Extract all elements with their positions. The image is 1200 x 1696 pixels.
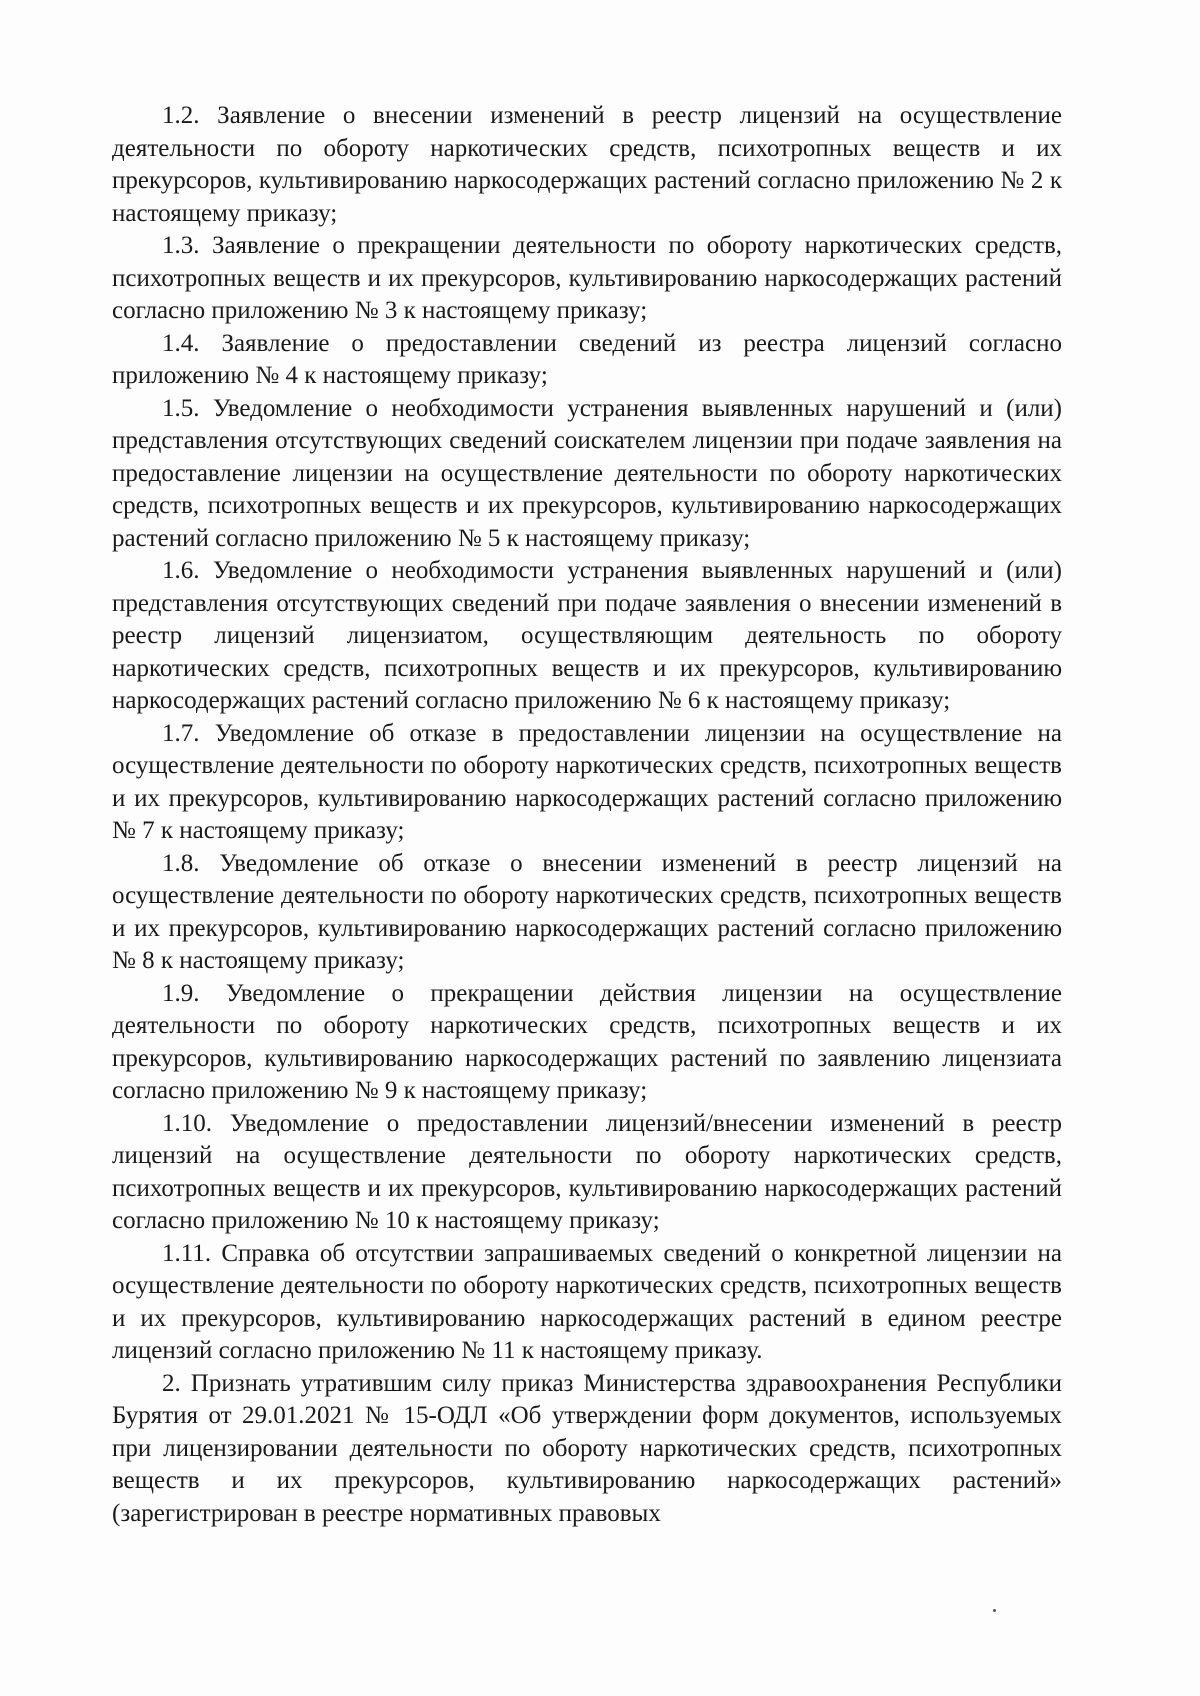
document-body: [112, 100, 1062, 1530]
paragraph-1-4: [112, 328, 1062, 393]
paragraph-1-9: [112, 978, 1062, 1108]
paragraph-text: Уведомление о необходимости устранения выявленных нарушений и (или) представления отсутствующих сведений соискателем лицензии при подаче заявления на предоставление лицензии на осуществление деятельности по обороту наркотических средств, психотропных веществ и их прекурсоров, культивированию наркосодержащих растений согласно приложению № 5 к настоящему приказу;: [112, 394, 1062, 552]
paragraph-1-3: [112, 230, 1062, 328]
paragraph-1-2: [112, 100, 1062, 230]
paragraph-number: 1.4.: [162, 329, 200, 357]
paragraph-text: Уведомление об отказе в предоставлении лицензии на осуществление на осуществление деятельности по обороту наркотических средств, психотропных веществ и их прекурсоров, культивированию наркосодержащих растений согласно приложению № 7 к настоящему приказу;: [112, 719, 1063, 844]
paragraph-1-10: [112, 1108, 1062, 1238]
paragraph-number: 1.6.: [162, 557, 200, 584]
paragraph-number: 1.2.: [162, 102, 200, 129]
paragraph-text: Уведомление о предоставлении лицензий/внесении изменений в реестр лицензий на осуществление деятельности по обороту наркотических средств, психотропных веществ и их прекурсоров, культивированию наркосодержащих растений согласно приложению № 10 к настоящему приказу;: [112, 1109, 1062, 1234]
paragraph-text: Заявление о внесении изменений в реестр лицензий на осуществление деятельности по обороту наркотических средств, психотропных веществ и их прекурсоров, культивированию наркосодержащих растений согласно приложению № 2 к настоящему приказу;: [112, 102, 1063, 227]
paragraph-text: Справка об отсутствии запрашиваемых сведений о конкретной лицензии на осуществление деятельности по обороту наркотических средств, психотропных веществ и их прекурсоров, культивированию наркосодержащих растений в едином реестре лицензий согласно приложению № 11 к настоящему приказу.: [112, 1239, 1062, 1364]
paragraph-1-7: [112, 718, 1062, 848]
paragraph-number: 1.7.: [162, 719, 200, 747]
paragraph-2: [112, 1368, 1062, 1531]
paragraph-number: 2.: [162, 1369, 181, 1397]
paragraph-text: Заявление о прекращении деятельности по обороту наркотических средств, психотропных веществ и их прекурсоров, культивированию наркосодержащих растений согласно приложению № 3 к настоящему приказу;: [112, 232, 1063, 324]
paragraph-1-5: [112, 393, 1062, 556]
paragraph-number: 1.5.: [162, 394, 200, 422]
paragraph-number: 1.8.: [162, 849, 200, 877]
paragraph-1-6: [112, 555, 1062, 718]
paragraph-text: Уведомление об отказе о внесении изменений в реестр лицензий на осуществление деятельности по обороту наркотических средств, психотропных веществ и их прекурсоров, культивированию наркосодержащих растений согласно приложению № 8 к настоящему приказу;: [112, 849, 1062, 974]
paragraph-1-8: [112, 848, 1062, 978]
paragraph-number: 1.9.: [162, 979, 200, 1007]
paragraph-text: Признать утратившим силу приказ Министерства здравоохранения Республики Бурятия от 29.01.2021 № 15-ОДЛ «Об утверждении форм документов, используемых при лицензировании деятельности по обороту наркотических средств, психотропных веществ и их прекурсоров, культивированию наркосодержащих растений» (зарегистрирован в реестре нормативных правовых: [112, 1369, 1063, 1527]
paragraph-number: 1.11.: [162, 1239, 212, 1267]
paragraph-number: 1.10.: [162, 1109, 212, 1137]
paragraph-text: Заявление о предоставлении сведений из реестра лицензий согласно приложению № 4 к настоящему приказу;: [112, 329, 1062, 389]
scan-speck: [993, 1609, 996, 1612]
paragraph-text: Уведомление о прекращении действия лицензии на осуществление деятельности по обороту наркотических средств, психотропных веществ и их прекурсоров, культивированию наркосодержащих растений по заявлению лицензиата согласно приложению № 9 к настоящему приказу;: [112, 979, 1062, 1104]
paragraph-number: 1.3.: [162, 232, 200, 259]
paragraph-text: Уведомление о необходимости устранения выявленных нарушений и (или) представления отсутствующих сведений при подаче заявления о внесении изменений в реестр лицензий лицензиатом, осуществляющим деятельность по обороту наркотических средств, психотропных веществ и их прекурсоров, культивированию наркосодержащих растений согласно приложению № 6 к настоящему приказу;: [112, 557, 1062, 714]
paragraph-1-11: [112, 1238, 1062, 1368]
